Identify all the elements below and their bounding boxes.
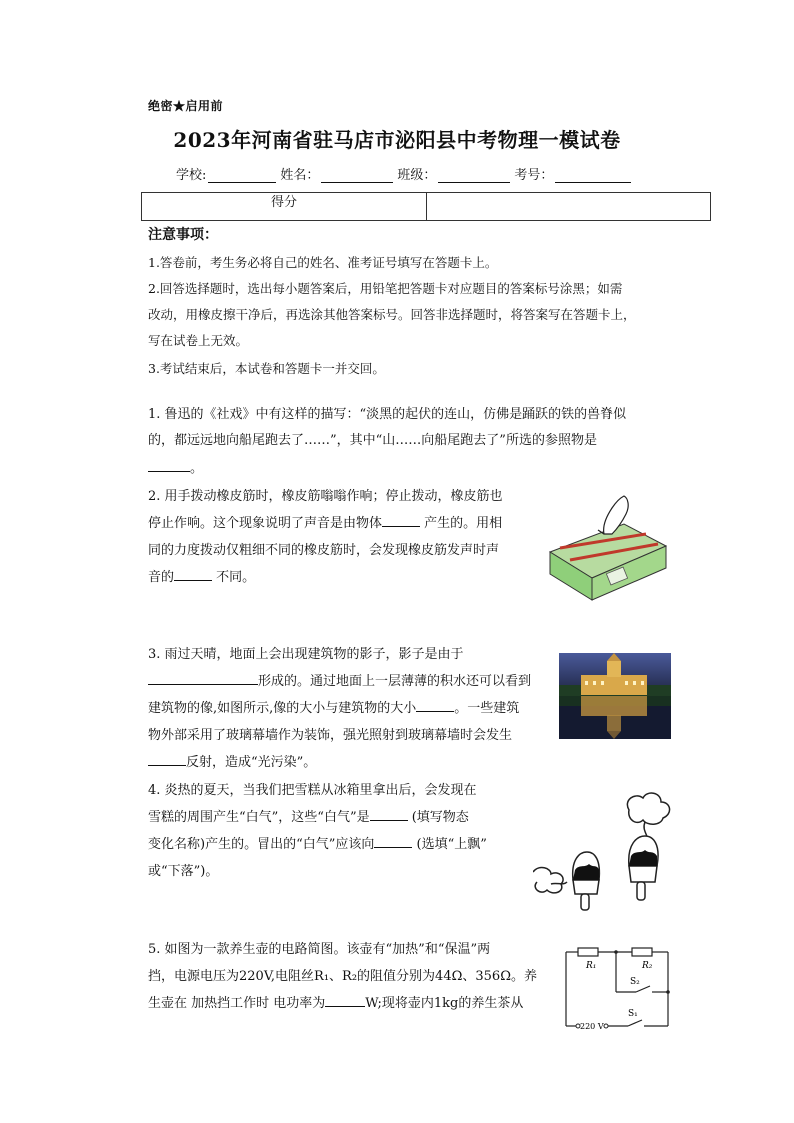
q4-line1: 4. 炎热的夏天，当我们把雪糕从冰箱里拿出后，会发现在: [148, 783, 477, 798]
q4-blank-1[interactable]: [370, 806, 408, 821]
name-field: [280, 164, 397, 183]
q4-text: (填写物态: [407, 810, 469, 825]
circuit-r2-label: R₂: [642, 961, 653, 971]
name-label: 姓名：: [280, 168, 320, 183]
notes-title: 注意事项：: [148, 227, 218, 243]
school-label: 学校:: [176, 168, 207, 183]
q4-line2: [148, 805, 469, 832]
circuit-r1-label: R₁: [586, 961, 597, 971]
q3-blank-3[interactable]: [148, 751, 186, 766]
name-input-line[interactable]: [321, 168, 393, 183]
q3-line5: [148, 750, 316, 777]
secret-label: 绝密★启用前: [148, 99, 224, 113]
note-2c: 写在试卷上无效。: [148, 333, 249, 348]
note-2b: 改动，用橡皮擦干净后，再选涂其他答案标号。回答非选择题时，将答案写在答题卡上，: [148, 307, 636, 322]
circuit-s1-label: S₁: [628, 1009, 638, 1019]
class-label: 班级：: [397, 168, 437, 183]
q4-blank-2[interactable]: [374, 833, 412, 848]
school-input-line[interactable]: [208, 168, 276, 183]
q2-text: 停止作响。这个现象说明了声音是由物体: [148, 516, 383, 531]
q5-text: 生壶在 加热挡工作时 电功率为: [148, 996, 326, 1011]
q4-text: (选填“上飘”: [412, 837, 487, 852]
q1-blank[interactable]: [148, 457, 190, 472]
q1-line2: 的，都远远地向船尾跑去了……”，其中“山……向船尾跑去了”所选的参照物是: [148, 433, 597, 448]
circuit-s2-label: S₂: [630, 977, 640, 987]
exam-no-input-line[interactable]: [555, 168, 631, 183]
q5-line1: 5. 如图为一款养生壶的电路简图。该壶有“加热”和“保温”两: [148, 942, 491, 957]
q3-blank-1[interactable]: [148, 670, 258, 685]
q4-line3: [148, 832, 487, 859]
q2-blank-1[interactable]: [382, 512, 420, 527]
q2-blank-2[interactable]: [174, 566, 212, 581]
note-3: 3.考试结束后，本试卷和答题卡一并交回。: [148, 361, 385, 376]
circuit-source-label: 220 V: [580, 1022, 604, 1031]
q3-text: 建筑物的像,如图所示,像的大小与建筑物的大小: [148, 701, 417, 716]
q3-line2: [148, 669, 531, 696]
score-table: [141, 192, 711, 221]
q3-text: 反射，造成“光污染”。: [186, 755, 317, 770]
info-fields: [176, 164, 635, 183]
q3-line4: 物外部采用了玻璃幕墙作为装饰，强光照射到玻璃幕墙时会发生: [148, 728, 513, 743]
circuit-diagram: [560, 940, 674, 1032]
note-1: 1.答卷前，考生务必将自己的姓名、准考证号填写在答题卡上。: [148, 255, 498, 270]
score-label: 得分: [142, 193, 427, 220]
q2-text: 产生的。用相: [420, 516, 503, 531]
note-2a: 2.回答选择题时，选出每小题答案后，用铅笔把答题卡对应题目的答案标号涂黑；如需: [148, 281, 623, 296]
q5-text: W;现将壶内1kg的养生茶从: [365, 996, 524, 1011]
q1-end: 。: [190, 461, 204, 476]
q2-text: 音的: [148, 570, 175, 585]
exam-no-field: [514, 164, 635, 183]
rubber-band-box-image: [546, 494, 668, 604]
q3-text: 形成的。通过地面上一层薄薄的积水还可以看到: [258, 674, 532, 689]
class-input-line[interactable]: [438, 168, 510, 183]
q2-line1: 2. 用手拨动橡皮筋时，橡皮筋嗡嗡作响；停止拨动，橡皮筋也: [148, 489, 503, 504]
q1-line3: [148, 456, 203, 483]
q1-line1: 1. 鲁迅的《社戏》中有这样的描写：“淡黑的起伏的连山，仿佛是踊跃的铁的兽脊似: [148, 407, 627, 422]
school-field: [176, 164, 280, 183]
q3-blank-2[interactable]: [416, 697, 454, 712]
q4-text: 雪糕的周围产生“白气”，这些“白气”是: [148, 810, 370, 825]
q3-line1: 3. 雨过天晴，地面上会出现建筑物的影子，影子是由于: [148, 647, 464, 662]
q2-line4: [148, 565, 255, 592]
q2-line3: 同的力度拨动仅粗细不同的橡皮筋时，会发现橡皮筋发声时声: [148, 543, 500, 558]
q4-text: 变化名称)产生的。冒出的“白气”应该向: [148, 837, 375, 852]
q3-line3: [148, 696, 519, 723]
q5-line3: [148, 991, 523, 1018]
exam-no-label: 考号：: [514, 168, 554, 183]
q4-line4: 或“下落”)。: [148, 864, 219, 879]
popsicle-steam-image: [533, 788, 683, 916]
q5-blank-1[interactable]: [325, 992, 365, 1007]
building-reflection-image: [559, 653, 671, 739]
q2-text: 不同。: [212, 570, 256, 585]
q2-line2: [148, 511, 502, 538]
class-field: [397, 164, 514, 183]
q5-line2: 挡，电源电压为220V,电阻丝R₁、R₂的阻值分别为44Ω、356Ω。养: [148, 969, 537, 984]
q3-text: 。一些建筑: [454, 701, 520, 716]
score-value-cell[interactable]: [427, 193, 710, 220]
exam-title: 2023年河南省驻马店市泌阳县中考物理一模试卷: [173, 128, 621, 152]
